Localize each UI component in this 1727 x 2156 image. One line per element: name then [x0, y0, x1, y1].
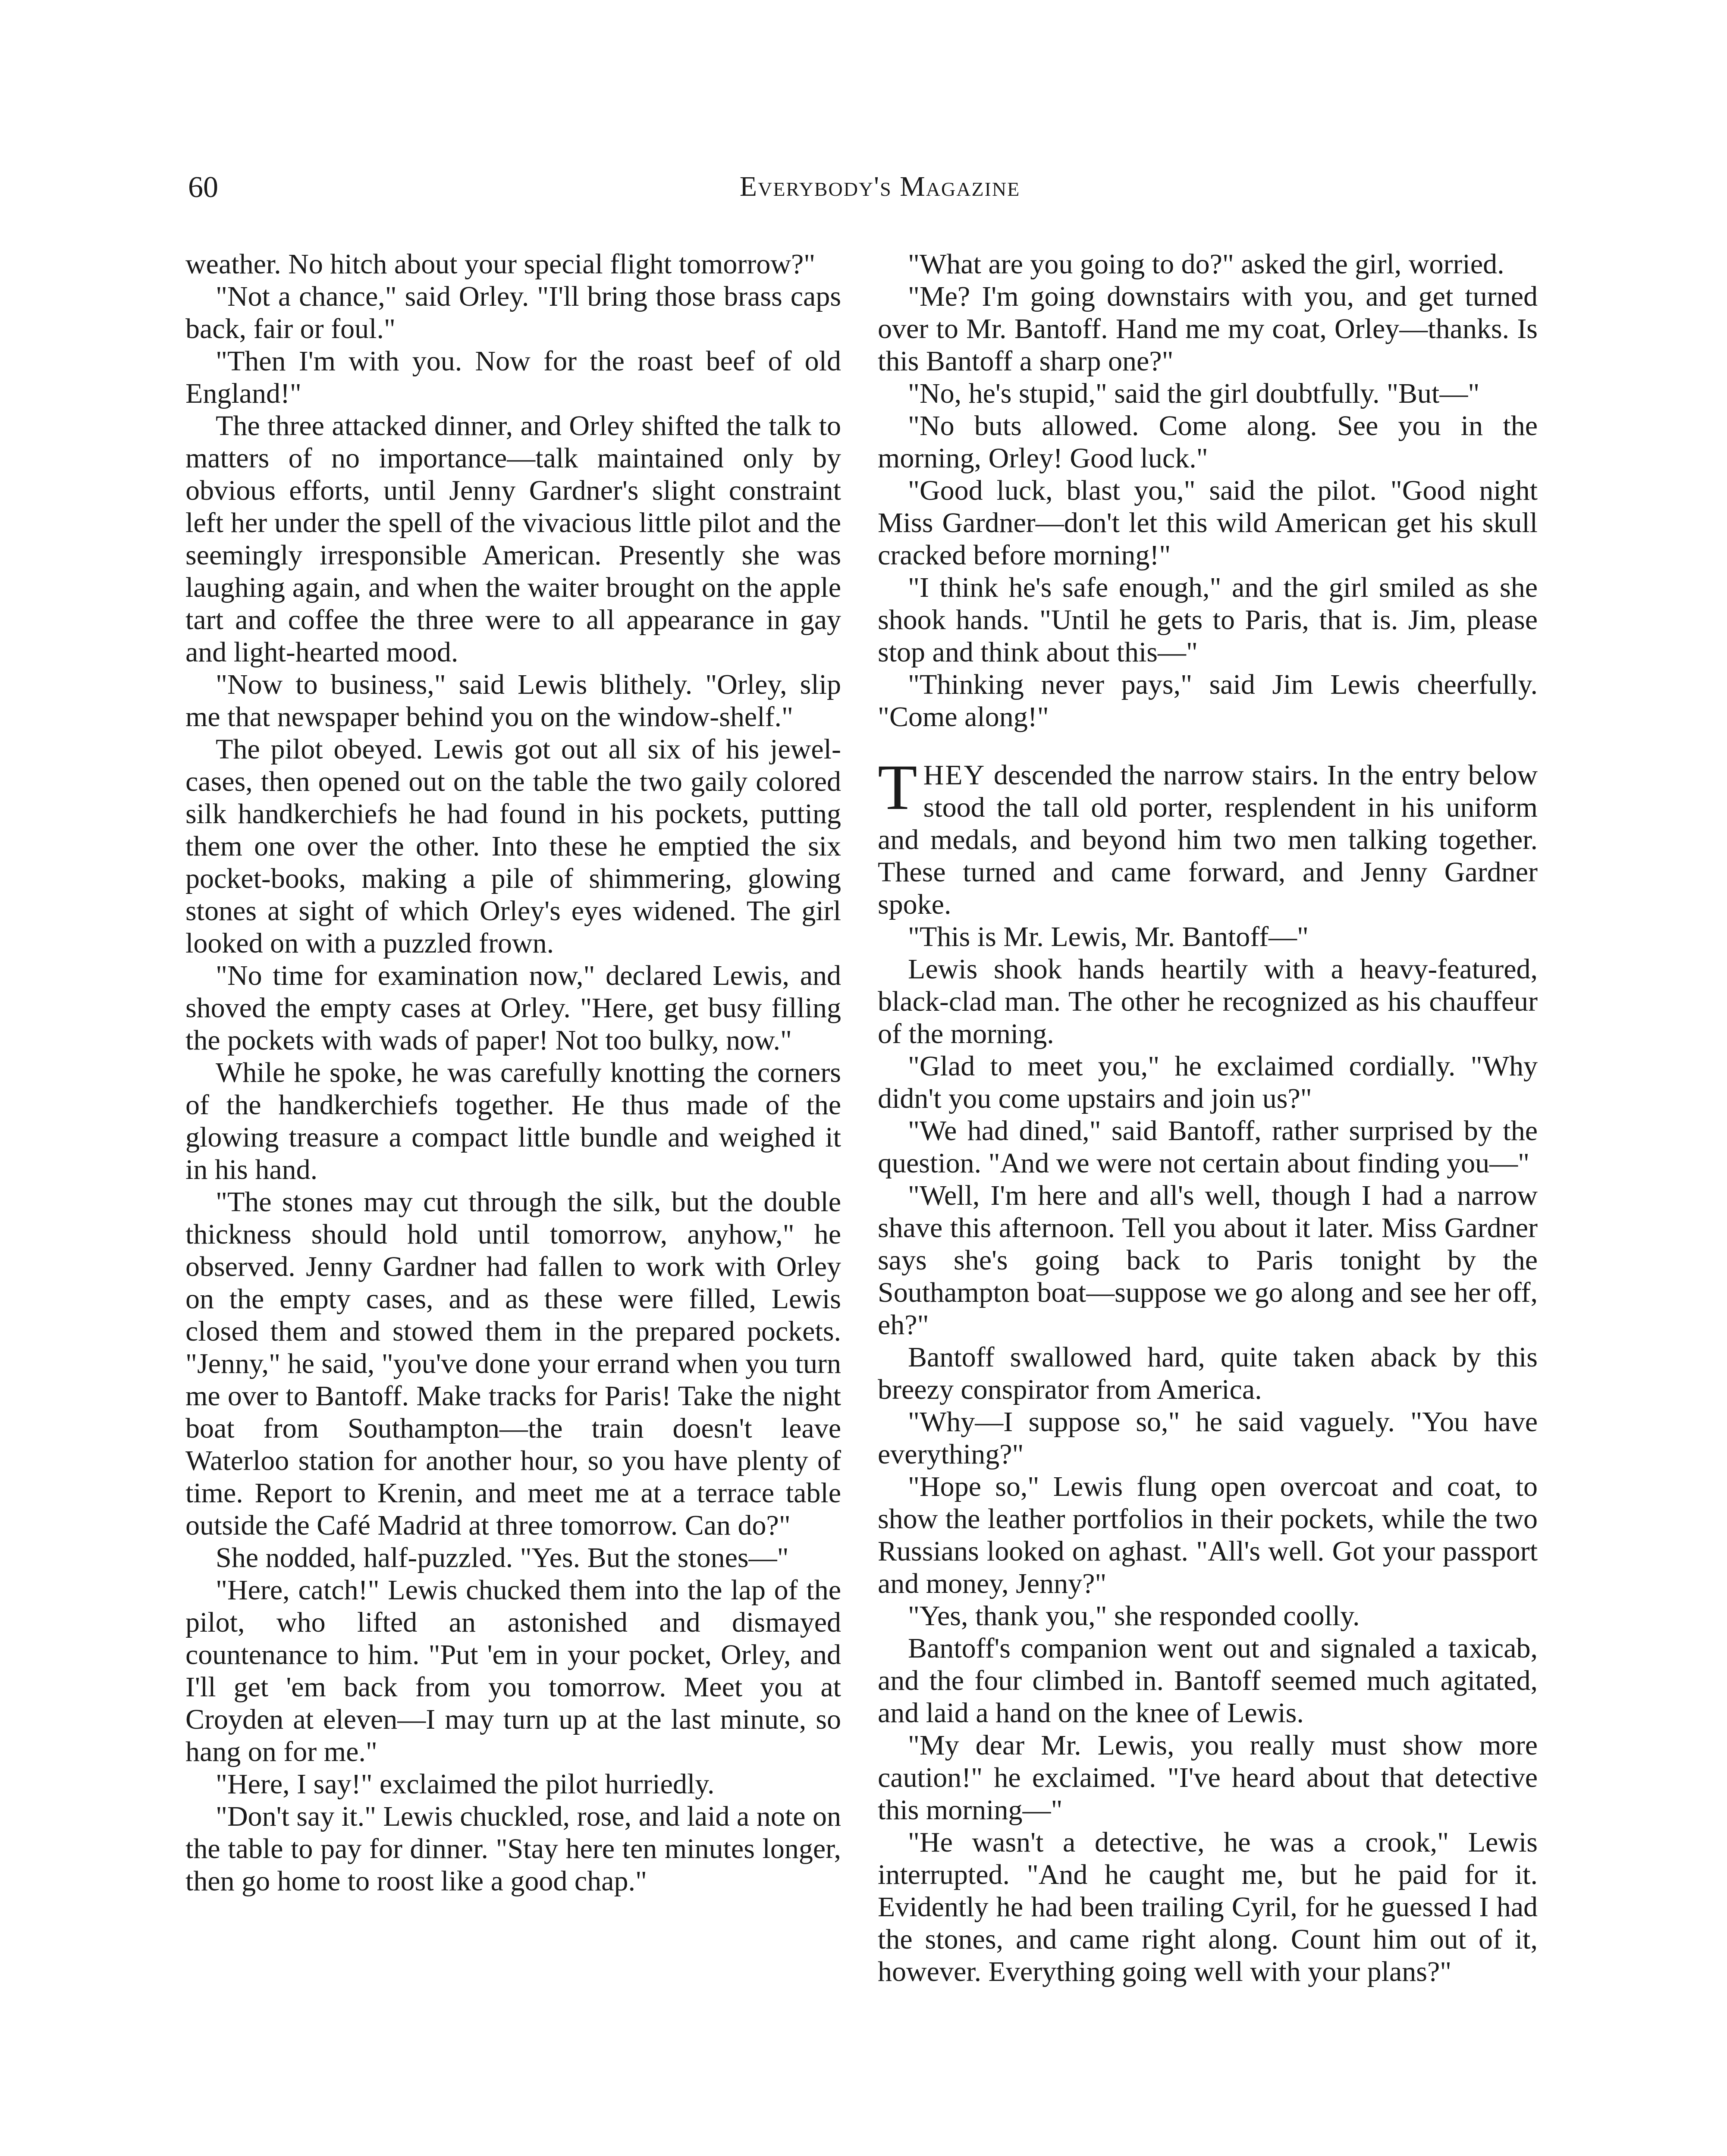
opening-text: descended the narrow stairs. In the entry below stood the tall old porter, resplendent in his uniform and medals, and beyond him two men talking together. These turned and came forward, and Jenny Gardner spoke.: [878, 759, 1538, 920]
paragraph: "Here, catch!" Lewis chucked them into the lap of the pilot, who lifted an astonished and dismayed countenance to him. "Put 'em in your pocket, Orley, and I'll get 'em back from you tomorrow. Meet you at Croyden at eleven—I may turn up at the last minute, so hang on for me.": [185, 1574, 841, 1767]
paragraph: "Well, I'm here and all's well, though I had a narrow shave this afternoon. Tell you about it later. Miss Gardner says she's going back to Paris tonight by the Southampton boat—suppose we go along and see her off, eh?": [878, 1180, 1538, 1341]
paragraph: "Here, I say!" exclaimed the pilot hurriedly.: [216, 1768, 715, 1800]
paragraph: Lewis shook hands heartily with a heavy-featured, black-clad man. The other he recognized as his chauffeur of the morning.: [878, 953, 1538, 1050]
paragraph: "Not a chance," said Orley. "I'll bring those brass caps back, fair or foul.": [185, 281, 841, 345]
paragraph: "No time for examination now," declared Lewis, and shoved the empty cases at Orley. "Here, get busy filling the pockets with wads of paper! Not too bulky, now.": [185, 960, 841, 1056]
paragraph: "Thinking never pays," said Jim Lewis cheerfully. "Come along!": [878, 669, 1538, 733]
paragraph: "Then I'm with you. Now for the roast beef of old England!": [185, 345, 841, 409]
paragraph: "Hope so," Lewis flung open overcoat and coat, to show the leather portfolios in their pockets, while the two Russians looked on aghast. "All's well. Got your passport and money, Jenny?": [878, 1471, 1538, 1599]
paragraph: "Good luck, blast you," said the pilot. "Good night Miss Gardner—don't let this wild American get his skull cracked before morning!": [878, 475, 1538, 571]
paragraph: weather. No hitch about your special flight tomorrow?": [185, 248, 816, 280]
section-opening-paragraph: [878, 752, 1538, 921]
right-column: [878, 248, 1538, 1988]
paragraph: The three attacked dinner, and Orley shifted the talk to matters of no importance—talk maintained only by obvious efforts, until Jenny Gardner's slight constraint left her under the spell of the vivacious little pilot and the seemingly irresponsible American. Presently she was laughing again, and when the waiter brought on the apple tart and coffee the three were to all appearance in gay and light-hearted mood.: [185, 410, 841, 668]
paragraph: Bantoff's companion went out and signaled a taxicab, and the four climbed in. Bantoff seemed much agitated, and laid a hand on the knee of Lewis.: [878, 1633, 1538, 1729]
paragraph: "The stones may cut through the silk, but the double thickness should hold until tomorrow, anyhow," he observed. Jenny Gardner had fallen to work with Orley on the empty cases, and as these were filled, Lewis closed them and stowed them in the prepared pockets. "Jenny," he said, "you've done your errand when you turn me over to Bantoff. Make tracks for Paris! Take the night boat from Southampton—the train doesn't leave Waterloo station for another hour, so you have plenty of time. Report to Krenin, and meet me at a terrace table outside the Café Madrid at three tomorrow. Can do?": [185, 1186, 841, 1541]
paragraph: "My dear Mr. Lewis, you really must show more caution!" he exclaimed. "I've heard about that detective this morning—": [878, 1730, 1538, 1826]
paragraph: She nodded, half-puzzled. "Yes. But the stones—": [216, 1542, 789, 1573]
paragraph: "Why—I suppose so," he said vaguely. "You have everything?": [878, 1406, 1538, 1470]
paragraph: "Yes, thank you," she responded coolly.: [908, 1600, 1360, 1632]
running-head: Everybody's Magazine: [739, 171, 1020, 202]
paragraph: "This is Mr. Lewis, Mr. Bantoff—": [908, 921, 1309, 953]
paragraph: The pilot obeyed. Lewis got out all six of his jewel-cases, then opened out on the table the two gaily colored silk handkerchiefs he had found in his pockets, putting them one over the other. Into these he emptied the six pocket-books, making a pile of shimmering, glowing stones at sight of which Orley's eyes widened. The girl looked on with a puzzled frown.: [185, 733, 841, 959]
paragraph: "He wasn't a detective, he was a crook," Lewis interrupted. "And he caught me, but he paid for it. Evidently he had been trailing Cyril, for he guessed I had the stones, and came right along. Count him out of it, however. Everything going well with your plans?": [878, 1827, 1538, 1987]
drop-cap: T: [878, 752, 917, 823]
opening-small-caps: HEY: [923, 759, 986, 791]
paragraph: "No, he's stupid," said the girl doubtfully. "But—": [908, 378, 1480, 409]
paragraph: "Me? I'm going downstairs with you, and get turned over to Mr. Bantoff. Hand me my coat, Orley—thanks. Is this Bantoff a sharp one?": [878, 281, 1538, 377]
paragraph: Bantoff swallowed hard, quite taken aback by this breezy conspirator from America.: [878, 1341, 1538, 1405]
paragraph: "No buts allowed. Come along. See you in the morning, Orley! Good luck.": [878, 410, 1538, 474]
paragraph: "Glad to meet you," he exclaimed cordially. "Why didn't you come upstairs and join us?": [878, 1050, 1538, 1114]
paragraph: "I think he's safe enough," and the girl smiled as she shook hands. "Until he gets to Paris, that is. Jim, please stop and think about this—": [878, 572, 1538, 668]
left-column: [185, 248, 841, 1897]
paragraph: "What are you going to do?" asked the girl, worried.: [908, 248, 1504, 280]
paragraph: "Now to business," said Lewis blithely. "Orley, slip me that newspaper behind you on the window-shelf.": [185, 669, 841, 733]
page-number: 60: [188, 171, 218, 204]
paragraph: "We had dined," said Bantoff, rather surprised by the question. "And we were not certain about finding you—": [878, 1115, 1538, 1179]
paragraph: While he spoke, he was carefully knotting the corners of the handkerchiefs together. He thus made of the glowing treasure a compact little bundle and weighed it in his hand.: [185, 1057, 841, 1185]
paragraph: "Don't say it." Lewis chuckled, rose, and laid a note on the table to pay for dinner. "Stay here ten minutes longer, then go home to roost like a good chap.": [185, 1801, 841, 1897]
